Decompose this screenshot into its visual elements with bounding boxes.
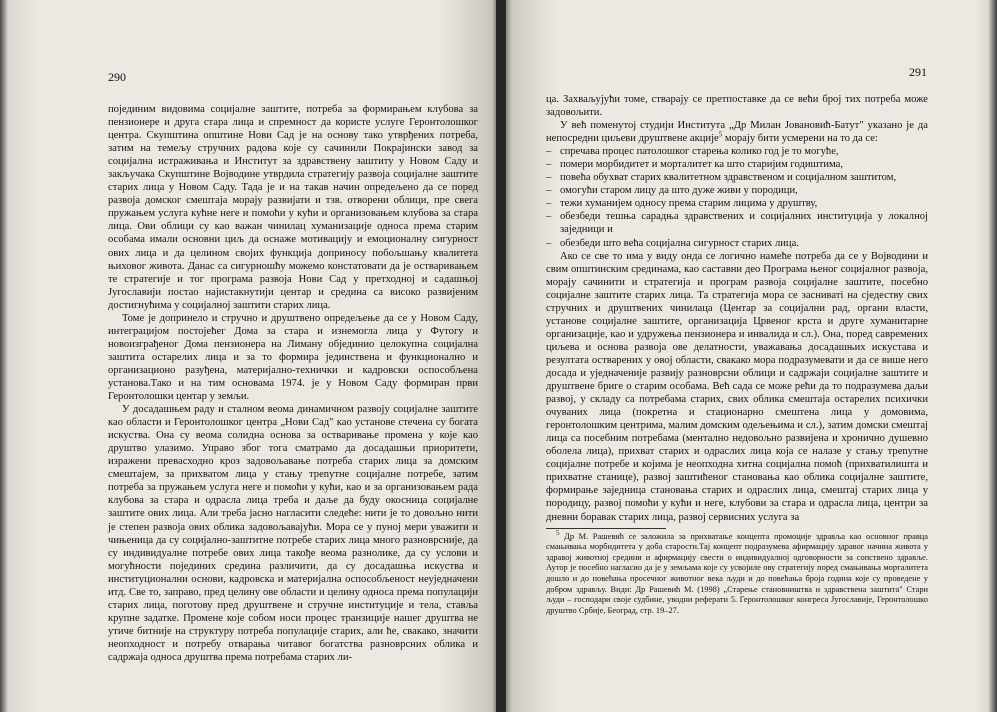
footnote-reference: 5 bbox=[718, 130, 723, 139]
page-number-left: 290 bbox=[108, 70, 126, 84]
paragraph-2: Томе је допринело и стручно и друштвено опредељење да се у Новом Саду, интеграцијом постојећег Дома за стара и изнемогла лица у Футогу и новоизграђеног Дома пензионера на Лиману објединио целокупна социјална заштита остарелих лица и за то формира јединствена и функционално и организационо разуђена, материјално-технички и кадровски оспособљена установа.Тако и на тим основама 1974. је у Новом Саду формиран први Геронтолошки центар у земљи. bbox=[108, 312, 478, 403]
right-page bbox=[506, 0, 997, 712]
paragraph-study-tail: морају бити усмерени на то да се: bbox=[722, 133, 878, 145]
paragraph-study bbox=[546, 119, 928, 145]
paragraph-strategy: Ако се све то има у виду онда се логично намеће потреба да се у Војводини и свим општинским срединама, као саставни део Програма њеног социјалног развоја, морају сачинити и стратегија и програм развоја социјалне заштите, посебно социјалне заштите старих лица. Та стратегија мора се засниватi на сједеству свих стручних и друштвених чинилаца (Центар за социјални рад, органи власти, установе социјалне заштите, организација Црвеног крста и друге хуманитарне организације, као и удружења пензионера и инвалида и сл.). Она, поред савремених циљева и основа развоја ове делатности, уважавања досадашњих искустава и резултата остварених у овој области, свакако мора подразумевати и да се више него досада и уједначеније развију разноврсни облици и садржаји социјалне заштите и друштвене бриге о старим особама. Већ сада се може рећи да то подразумева даљи развој, у складу са потребама старих, свих облика смештаја остарелих психички очуваних лица (покретна и стационарно смештена лица у домовима, геронтолошким центрима, малим домским одељењима и сл.), затим домски смештај лица са посебним потребама (ментално недовољно развијена и хронично душевно оболела лица), прихват старих и одраслих лица која се налазе у стању трenутне социјалне потребе и којима је неопходна хитна социјална помоћ (прихватилишта и прихватне станице), развој заштићеног становања као облика социјалне заштите, формирање заједница становања старих и одраслих лица, смештај старих лица у породицу, развој помоћи у кући и неге, клубови за стара и одрасла лица, центри за дневни боравак старих лица, развој сервисних услуга за bbox=[546, 250, 928, 523]
footnote bbox=[546, 528, 928, 617]
page-number-right: 291 bbox=[909, 65, 927, 79]
goals-list bbox=[546, 145, 928, 249]
left-page-body bbox=[108, 103, 478, 664]
right-page-body bbox=[546, 93, 928, 616]
list-item: – обезбеди што већа социјална сигурност старих лица. bbox=[546, 237, 799, 249]
list-item: – повећа обухват старих квалитетном здравственом и социјалном заштитом, bbox=[546, 172, 897, 184]
list-item: – обезбеди тешња сарадња здравствених и социјалних институција у локалној заједници и bbox=[546, 211, 928, 236]
list-item: – тежи хуманијем односу према старим лицима у друштву, bbox=[546, 198, 818, 210]
list-item: – помери морбидитет и морталитет ка што старијим годиштима, bbox=[546, 159, 843, 171]
book-gutter bbox=[496, 0, 506, 712]
paragraph-3: У досадашњем раду и сталном веома динамичном развоју социјалне заштите као области и Геронтолошког центра „Нови Сад" као установе стечена су богата искуства. Она су веома солидна основа за остваривање промена у које као друштво улазимо. Управо због тога сматрамо да досадашњи приоритети, изражени превасходно кроз задовољавање потреба старих лица за домским смештајем, за прихватом лица у стању трenутне социјалне потребе, затим потреба за пружањем услуга неге и помоћи у кући, као и за организовањем рада клубова за стара и одрасла лица треба и даље да буду окосница социјалне заштите ових лица. Али треба јасно наглаcити следеће: нити је то довољно нити је степен развоја ових облика задовољавајући. Мора се у пуној мери уважити и чињеница да су социјално-заштитне потребе старих лица много разноврсније, да су индивидуалне потребе ових лица такође веома разнолике, да су услови и могућности појединих средина различити, да су досадашња искуства и институционални основи, кадровска и материјална оспособљеност неуједначени итд. Све то, заправо, пред целину ове области и целину односа према популацији старих лица, поготову пред друштвене и стручне институције и тела, ставља крупне задатке. Промене које собом носи процес транзиције нашег друштва не утиче битније на структуру потреба популације старих, али ће, свакако, значити неопходност и потребу отварања читавог богатства разноврсних облика и садржаја односа друштва према потребама старих ли- bbox=[108, 404, 478, 663]
list-item: – омогући старом лицу да што дуже живи у породици, bbox=[546, 185, 798, 197]
paragraph-study-lead: У већ поменутој студији Института „Др Милан Јовановић-Батут" указано је да непосредни циљеви друштвене акције bbox=[546, 120, 928, 145]
paragraph-1: појединим видовима социјалне заштите, потреба за формирањем клубова за пензионере и друга стара лица и спремност да користе услуге Геронтолошког центра. Скупштина општине Нови Сад је на основу тако утврђених потреба, затим на темељу стручних радова које су сачинили Покрајински завод за социјална истраживања и Институт за здравствену заштиту у Новом Саду и закључака Скупштине Војводине утврдила стратегију развоја социјалне заштите старих лица у Новом Саду. Тада је и на такав начин опредељено да се поред развоја домског смештаја морају развијати и тзв. отворени облици, пре свега пружањем услуга кућне неге и помоћи у кући и организовањем клубова за стара лица. Ови облици су као важан чинилац хуманизације односа према старим особама имали основни циљ да оснаже мотивацију и емоционалну сигурност ових лица и да целином својих функција доприносу побољшању квалитета њиховог живота. Данас са сигурношћу можемо констатовати да је остваривањем те стратегије и тог програма развоја Нови Сад у претходној и садашњој Југославији постао најистакнутији центар и средина са високо развијеним достигнућима у социјалној заштити старих лица. bbox=[108, 104, 478, 311]
footnote-divider bbox=[546, 528, 666, 529]
footnote-text: Др М. Рашевић се заложила за прихватање концепта промоције здравља као основног правца смањивања морбидитета у доба старости.Тај концепт подразумева афирмацију здравог начина живота у здравој животној средини и афирмацију свести о индивидуалној одговорности за сопствено здравље. Аутор је посебно нагласио да је у земљама које су усвојиле ову стратегију поред смањивања морталитета дошло и до повећања просечног животног века људи и до повећања броја година које су проведене у добром здрављу. Види: Др Рашевић М. (1998) „Старење становништва и здравствена заштита" Стари људи – господари своје судбине, уводни реферати 5. Геронтолошког конгреса Југославије, Геронтолошко друштво Србије, Београд, стр. 19–27. bbox=[546, 531, 928, 615]
list-item: – спречава процес патолошког старења колико год је то могуће, bbox=[546, 146, 839, 158]
footnote-mark: 5 bbox=[556, 528, 560, 537]
paragraph-continued: ца. Захваљујући томе, стварају се претпоставке да се већи број тих потреба може задовољити. bbox=[546, 94, 928, 119]
left-page bbox=[0, 0, 496, 712]
